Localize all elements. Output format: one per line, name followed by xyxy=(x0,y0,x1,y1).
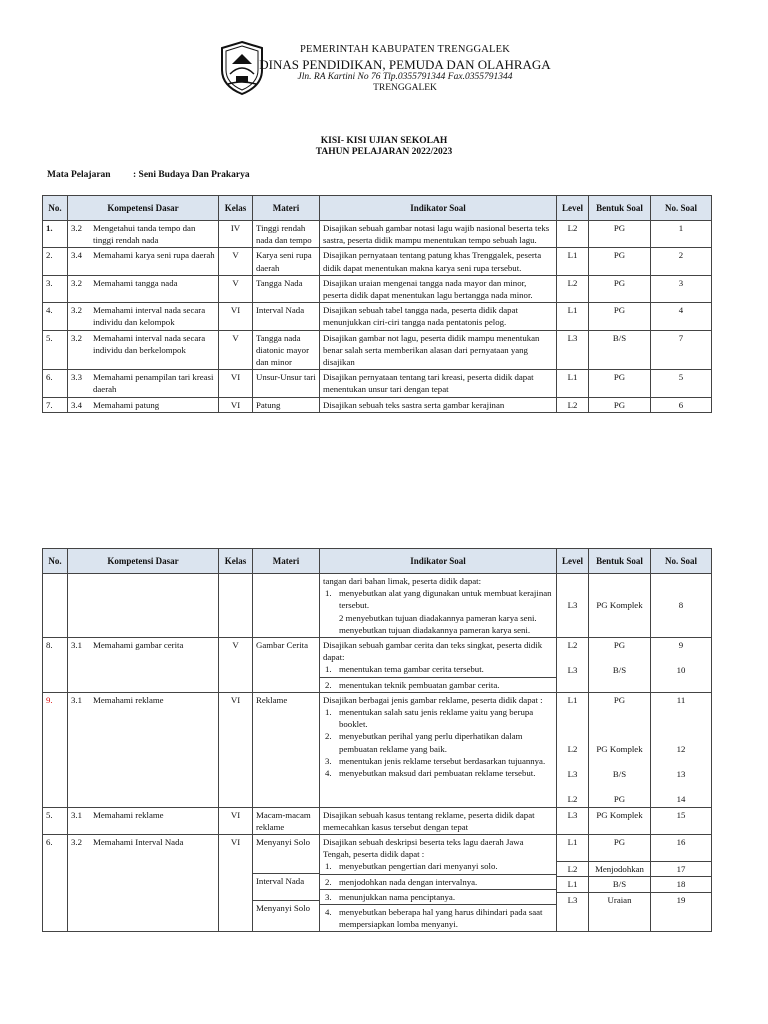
col-header: No. xyxy=(43,196,68,221)
bentuk-value: PG Komplek xyxy=(596,744,643,755)
table-row xyxy=(43,248,712,275)
list-item-text: menentukan tema gambar cerita tersebut. xyxy=(339,664,484,675)
cell-kelas xyxy=(219,574,253,638)
list-item: 4. menyebutkan maksud dari pembuatan reklame tersebut. xyxy=(323,767,553,779)
cell-no: 3. xyxy=(43,275,68,302)
agency-name: DINAS PENDIDIKAN, PEMUDA DAN OLAHRAGA xyxy=(259,57,551,72)
col-header: No. xyxy=(43,549,68,574)
level-value: L3 xyxy=(567,600,578,611)
cell-level: L2 xyxy=(557,221,589,248)
cell-nosoal xyxy=(651,574,712,638)
list-item-text: 2 menyebutkan tujuan diadakannya pameran karya seni. menyebutkan tujuan diadakannya pameran karya seni. xyxy=(339,612,537,635)
kd-text: Memahami reklame xyxy=(93,694,164,705)
cell-bentuk: PG xyxy=(589,221,651,248)
cell-nosoal: 4 xyxy=(651,303,712,330)
nosoal-value: 18 xyxy=(651,876,711,890)
cell-indikator xyxy=(320,692,557,807)
cell-indikator: Disajikan gambar not lagu, peserta didik mampu menentukan benar salah serta memberikan alasan dari pernyataan yang disajikan xyxy=(320,330,557,370)
cell-kelas: VI xyxy=(219,692,253,807)
cell-kd xyxy=(68,692,219,807)
level-value: L2 xyxy=(567,794,578,805)
cell-kd xyxy=(68,835,219,932)
cell-indikator: Disajikan pernyataan tentang tari kreasi, peserta didik dapat menentukan unsur tari dengan tepat xyxy=(320,370,557,397)
cell-no: 7. xyxy=(43,397,68,412)
cell-bentuk: B/S xyxy=(589,330,651,370)
kd-text: Memahami reklame xyxy=(93,809,164,820)
cell-nosoal: 7 xyxy=(651,330,712,370)
nosoal-value: 17 xyxy=(651,861,711,875)
grid-table-1 xyxy=(42,195,712,413)
level-value: L3 xyxy=(567,665,578,676)
col-header: Kompetensi Dasar xyxy=(68,549,219,574)
list-item-text: menunjukkan nama penciptanya. xyxy=(339,891,456,902)
col-header: Materi xyxy=(253,549,320,574)
nosoal-value: 11 xyxy=(676,694,686,705)
list-item-text: menjodohkan nada dengan intervalnya. xyxy=(339,876,478,887)
level-value: L1 xyxy=(557,876,588,890)
cell-materi: Gambar Cerita xyxy=(253,638,320,693)
cell-indikator: Disajikan pernyataan tentang patung khas Trenggalek, peserta didik dapat menentukan makna karya seni rupa tersebut. xyxy=(320,248,557,275)
cell-nosoal: 6 xyxy=(651,397,712,412)
list-item: 1. menyebutkan pengertian dari menyanyi solo. xyxy=(323,860,553,872)
kd-code: 3.2 xyxy=(71,305,82,316)
cell-nosoal: 2 xyxy=(651,248,712,275)
col-header: Materi xyxy=(253,196,320,221)
list-item-text: menyebutkan maksud dari pembuatan reklame tersebut. xyxy=(339,768,536,779)
cell-level: L2 xyxy=(557,397,589,412)
col-header: Kelas xyxy=(219,196,253,221)
kd-text: Memahami interval nada secara individu dan kelompok xyxy=(93,305,206,328)
kd-code: 3.3 xyxy=(71,372,82,383)
cell-no: 4. xyxy=(43,303,68,330)
cell-no: 8. xyxy=(43,638,68,693)
level-value: L1 xyxy=(567,694,578,705)
table-row xyxy=(43,574,712,638)
bentuk-value: B/S xyxy=(612,769,627,780)
cell-kelas: VI xyxy=(219,370,253,397)
cell-bentuk xyxy=(589,574,651,638)
table-row xyxy=(43,692,712,807)
col-header: Bentuk Soal xyxy=(589,549,651,574)
cell-indikator xyxy=(320,835,557,932)
kd-text: Memahami interval nada secara individu dan berkelompok xyxy=(93,332,206,355)
bentuk-value: PG xyxy=(613,640,626,651)
indikator-intro: tangan dari bahan limak, peserta didik dapat: xyxy=(323,576,482,586)
cell-level xyxy=(557,692,589,807)
cell-no: 9. xyxy=(43,692,68,807)
kd-code: 3.4 xyxy=(71,250,82,261)
list-item-text: menentukan salah satu jenis reklame yaitu yang berupa booklet. xyxy=(339,707,534,730)
cell-nosoal xyxy=(651,692,712,807)
cell-level: L1 xyxy=(557,248,589,275)
bentuk-value: B/S xyxy=(612,665,627,676)
table-row xyxy=(43,370,712,397)
cell-kelas: IV xyxy=(219,221,253,248)
materi-value: Interval Nada xyxy=(253,873,319,887)
cell-nosoal: 1 xyxy=(651,221,712,248)
cell-indikator: Disajikan sebuah gambar notasi lagu wajib nasional beserta teks sastra, peserta didik mampu menentukan tempo sebuah lagu. xyxy=(320,221,557,248)
cell-indikator: Disajikan sebuah kasus tentang reklame, peserta didik dapat memecahkan kasus tersebut dengan tepat xyxy=(320,807,557,834)
table-row xyxy=(43,330,712,370)
gov-name: PEMERINTAH KABUPATEN TRENGGALEK xyxy=(299,44,511,55)
table-1-clip xyxy=(0,0,768,443)
table-row xyxy=(43,807,712,834)
kd-text: Memahami gambar cerita xyxy=(93,640,184,651)
cell-level xyxy=(557,835,589,932)
kd-code: 3.2 xyxy=(71,277,82,288)
cell-kd xyxy=(68,330,219,370)
list-item-text: menyebutkan pengertian dari menyanyi solo. xyxy=(339,861,498,872)
indikator-intro: Disajikan sebuah deskripsi beserta teks lagu daerah Jawa Tengah, peserta didik dapat : xyxy=(323,837,524,860)
level-value: L2 xyxy=(567,640,578,651)
list-item: 2. menjodohkan nada dengan intervalnya. xyxy=(320,874,556,888)
list-item: 3. menentukan jenis reklame tersebut berdasarkan tujuannya. xyxy=(323,755,553,767)
level-value: L2 xyxy=(567,744,578,755)
table-row xyxy=(43,638,712,693)
table-header-row xyxy=(43,196,712,221)
cell-no: 6. xyxy=(43,835,68,932)
list-item-text: menyebutkan perihal yang perlu diperhatikan dalam pembuatan reklame yang baik. xyxy=(339,731,523,754)
cell-materi: Karya seni rupa daerah xyxy=(253,248,320,275)
cell-nosoal: 5 xyxy=(651,370,712,397)
cell-kd xyxy=(68,397,219,412)
cell-kelas: V xyxy=(219,275,253,302)
list-item-text: menyebutkan beberapa hal yang harus dihindari pada saat mempersiapkan lomba menyanyi. xyxy=(339,907,543,930)
kd-text: Memahami Interval Nada xyxy=(93,837,184,848)
cell-kelas: VI xyxy=(219,397,253,412)
col-header: Indikator Soal xyxy=(320,549,557,574)
table-header-row xyxy=(43,549,712,574)
cell-materi: Tangga Nada xyxy=(253,275,320,302)
cell-materi: Tangga nada diatonic mayor dan minor xyxy=(253,330,320,370)
cell-no: 2. xyxy=(43,248,68,275)
bentuk-value: Uraian xyxy=(589,892,650,906)
cell-kd xyxy=(68,248,219,275)
level-value: L3 xyxy=(557,892,588,906)
cell-kd xyxy=(68,370,219,397)
kd-code: 3.1 xyxy=(71,640,82,651)
cell-kd xyxy=(68,303,219,330)
agency-city: TRENGGALEK xyxy=(373,83,437,93)
bentuk-value: PG xyxy=(613,694,626,705)
cell-indikator: Disajikan sebuah tabel tangga nada, peserta didik dapat menunjukkan ciri-ciri tangga nada pentatonis pelog. xyxy=(320,303,557,330)
cell-materi: Interval Nada xyxy=(253,303,320,330)
cell-level: L1 xyxy=(557,303,589,330)
cell-materi: Reklame xyxy=(253,692,320,807)
list-item-text: menentukan jenis reklame tersebut berdasarkan tujuannya. xyxy=(339,755,546,766)
cell-indikator: Disajikan sebuah teks sastra serta gambar kerajinan xyxy=(320,397,557,412)
cell-kelas: VI xyxy=(219,303,253,330)
cell-kelas: V xyxy=(219,330,253,370)
cell-kelas: V xyxy=(219,248,253,275)
bentuk-value: PG xyxy=(613,837,626,848)
cell-no: 6. xyxy=(43,370,68,397)
kd-code: 3.2 xyxy=(71,837,82,848)
bentuk-value: B/S xyxy=(589,876,650,890)
cell-no: 5. xyxy=(43,807,68,834)
table-row xyxy=(43,303,712,330)
bentuk-value: PG Komplek xyxy=(596,600,643,611)
col-header: Indikator Soal xyxy=(320,196,557,221)
table-row xyxy=(43,275,712,302)
col-header: Level xyxy=(557,549,589,574)
document-title: KISI- KISI UJIAN SEKOLAH xyxy=(320,136,448,146)
cell-kelas: V xyxy=(219,638,253,693)
nosoal-value: 13 xyxy=(676,769,686,780)
bentuk-value: PG xyxy=(613,794,626,805)
cell-indikator xyxy=(320,638,557,693)
level-value: L3 xyxy=(567,769,578,780)
list-item: 1. menentukan salah satu jenis reklame yaitu yang berupa booklet. xyxy=(323,706,553,730)
kd-text: Memahami tangga nada xyxy=(93,277,178,288)
cell-indikator: Disajikan uraian mengenai tangga nada mayor dan minor, peserta didik dapat menentukan lagu bertangga nada minor. xyxy=(320,275,557,302)
cell-materi: Unsur-Unsur tari xyxy=(253,370,320,397)
list-item: 1. menyebutkan alat yang digunakan untuk membuat kerajinan tersebut. xyxy=(325,588,552,611)
kd-code: 3.2 xyxy=(71,332,82,343)
nosoal-value: 10 xyxy=(676,665,686,676)
cell-level xyxy=(557,574,589,638)
cell-materi: Patung xyxy=(253,397,320,412)
materi-value: Menyanyi Solo xyxy=(253,900,319,914)
cell-kelas: VI xyxy=(219,835,253,932)
document-subtitle: TAHUN PELAJARAN 2022/2023 xyxy=(315,147,453,157)
indikator-intro: Disajikan sebuah gambar cerita dan teks singkat, peserta didik dapat: xyxy=(323,640,543,663)
list-item: 4. menyebutkan beberapa hal yang harus dihindari pada saat mempersiapkan lomba menyanyi. xyxy=(320,904,556,930)
cell-nosoal xyxy=(651,638,712,693)
subject-value: : Seni Budaya Dan Prakarya xyxy=(133,170,250,180)
cell-kelas: VI xyxy=(219,807,253,834)
kd-code: 3.4 xyxy=(71,399,82,410)
list-item xyxy=(323,612,553,636)
cell-materi xyxy=(253,835,320,932)
kd-code: 3.2 xyxy=(71,223,82,233)
kd-text: Mengetahui tanda tempo dan tinggi rendah nada xyxy=(93,223,196,246)
level-value: L2 xyxy=(557,861,588,875)
kd-code: 3.1 xyxy=(71,809,82,820)
table-row xyxy=(43,835,712,932)
cell-no: 5. xyxy=(43,330,68,370)
list-item-text: menentukan teknik pembuatan gambar cerita. xyxy=(339,679,500,690)
cell-nosoal: 15 xyxy=(651,807,712,834)
col-header: Level xyxy=(557,196,589,221)
col-header: Kelas xyxy=(219,549,253,574)
col-header: No. Soal xyxy=(651,196,712,221)
nosoal-value: 9 xyxy=(678,640,684,651)
bentuk-value: Menjodohkan xyxy=(589,861,650,875)
col-header: No. Soal xyxy=(651,549,712,574)
list-item-text: menyebutkan alat yang digunakan untuk membuat kerajinan tersebut. xyxy=(339,588,552,611)
nosoal-value: 8 xyxy=(678,600,684,611)
cell-kd xyxy=(68,807,219,834)
subject-label: Mata Pelajaran xyxy=(47,170,111,180)
list-item: 2. menyebutkan perihal yang perlu diperhatikan dalam pembuatan reklame yang baik. xyxy=(323,730,553,754)
nosoal-value: 12 xyxy=(676,744,686,755)
kd-text: Memahami penampilan tari kreasi daerah xyxy=(93,372,214,395)
agency-address: Jln. RA Kartini No 76 Tlp.0355791344 Fax.0355791344 xyxy=(297,72,513,82)
col-header: Kompetensi Dasar xyxy=(68,196,219,221)
list-item: 1. menentukan tema gambar cerita tersebut. xyxy=(323,663,553,675)
cell-bentuk: PG xyxy=(589,370,651,397)
cell-nosoal xyxy=(651,835,712,932)
grid-table-2 xyxy=(42,548,712,932)
col-header: Bentuk Soal xyxy=(589,196,651,221)
list-item: 3. menunjukkan nama penciptanya. xyxy=(320,889,556,903)
nosoal-value: 16 xyxy=(676,837,686,848)
cell-bentuk: PG xyxy=(589,303,651,330)
cell-kd xyxy=(68,221,219,248)
list-item: 2. menentukan teknik pembuatan gambar cerita. xyxy=(320,677,556,691)
cell-materi: Macam-macam reklame xyxy=(253,807,320,834)
kd-text: Memahami karya seni rupa daerah xyxy=(93,250,215,261)
cell-nosoal: 3 xyxy=(651,275,712,302)
cell-materi xyxy=(253,574,320,638)
cell-kd xyxy=(68,638,219,693)
cell-level: L3 xyxy=(557,807,589,834)
cell-level: L2 xyxy=(557,275,589,302)
kd-code: 3.1 xyxy=(71,694,82,705)
table-row xyxy=(43,221,712,248)
cell-kd xyxy=(68,275,219,302)
cell-bentuk: PG Komplek xyxy=(589,807,651,834)
indikator-intro: Disajikan berbagai jenis gambar reklame, peserta didik dapat : xyxy=(323,694,543,705)
nosoal-value: 14 xyxy=(676,794,686,805)
cell-bentuk xyxy=(589,692,651,807)
kd-text: Memahami patung xyxy=(93,399,160,410)
cell-no: 1. xyxy=(43,221,68,248)
cell-bentuk: PG xyxy=(589,397,651,412)
cell-level: L1 xyxy=(557,370,589,397)
cell-bentuk xyxy=(589,638,651,693)
cell-materi: Tinggi rendah nada dan tempo xyxy=(253,221,320,248)
cell-bentuk: PG xyxy=(589,275,651,302)
cell-indikator xyxy=(320,574,557,638)
cell-level: L3 xyxy=(557,330,589,370)
materi-value: Menyanyi Solo xyxy=(256,837,311,848)
cell-bentuk xyxy=(589,835,651,932)
table-row xyxy=(43,397,712,412)
cell-bentuk: PG xyxy=(589,248,651,275)
cell-no xyxy=(43,574,68,638)
nosoal-value: 19 xyxy=(651,892,711,906)
level-value: L1 xyxy=(567,837,578,848)
cell-kd xyxy=(68,574,219,638)
cell-level xyxy=(557,638,589,693)
